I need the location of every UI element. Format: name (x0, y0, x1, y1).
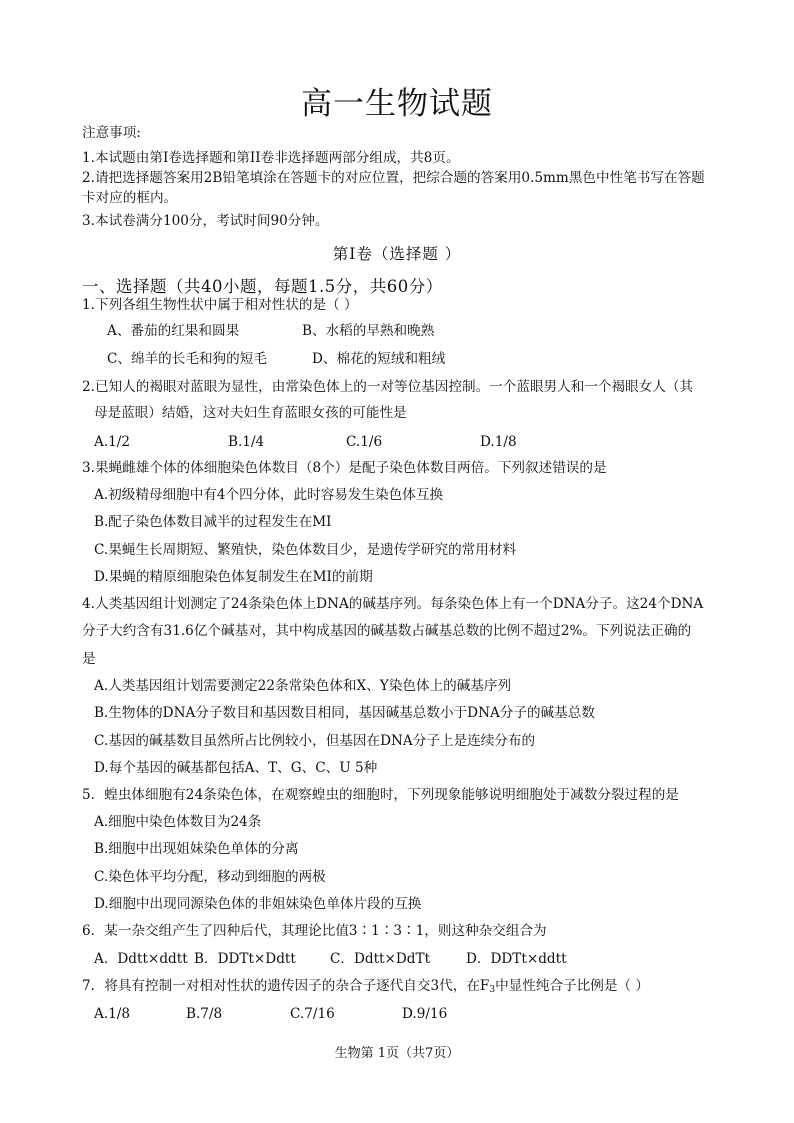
question-1-option-b: B、水稻的早熟和晚熟 (302, 323, 435, 339)
question-4-option-a: A.人类基因组计划需要测定22条常染色体和X、Y染色体上的碱基序列 (94, 678, 512, 694)
question-7-stem (82, 977, 649, 999)
question-4-option-c: C.基因的碱基数目虽然所占比例较小，但基因在DNA分子上是连续分布的 (94, 733, 536, 749)
question-2-option-b: B.1/4 (228, 434, 265, 450)
question-6-option-c: C．Ddtt×DdTt (330, 951, 431, 967)
question-4-option-d: D.每个基因的碱基都包括A、T、G、C、U 5种 (94, 760, 378, 776)
question-4-option-b: B.生物体的DNA分子数目和基因数目相同，基因碱基总数小于DNA分子的碱基总数 (94, 705, 595, 721)
question-2-option-d: D.1/8 (480, 434, 517, 450)
question-2-option-a: A.1/2 (94, 434, 131, 450)
question-3-option-a: A.初级精母细胞中有4个四分体，此时容易发生染色体互换 (94, 487, 444, 503)
question-3-stem: 3.果蝇雌雄个体的体细胞染色体数目（8个）是配子染色体数目两倍。下列叙述错误的是 (82, 460, 607, 476)
question-5-option-d: D.细胞中出现同源染色体的非姐妹染色单体片段的互换 (94, 896, 422, 912)
question-7-option-a: A.1/8 (94, 1006, 131, 1022)
section-title: 第Ⅰ卷（选择题 ） (332, 245, 462, 263)
question-1-stem: 1.下列各组生物性状中属于相对性状的是（ ） (82, 297, 358, 313)
question-3-option-d: D.果蝇的精原细胞染色体复制发生在MⅠ的前期 (94, 569, 373, 585)
question-7-stem-tail: 中显性纯合子比例是（ ） (495, 978, 649, 994)
question-1-option-c: C、绵羊的长毛和狗的短毛 (107, 351, 267, 367)
question-7-stem-text: 7．将具有控制一对相对性状的遗传因子的杂合子逐代自交3代，在F (82, 978, 490, 994)
question-5-option-b: B.细胞中出现姐妹染色单体的分离 (94, 841, 299, 857)
question-6-option-b: B．DDTt×Ddtt (194, 951, 296, 967)
question-6-option-a: A．Ddtt×ddtt (94, 951, 188, 967)
question-7-option-c: C.7/16 (290, 1006, 335, 1022)
question-4-stem-line-1: 4.人类基因组计划测定了24条染色体上DNA的碱基序列。每条染色体上有一个DNA分子。这24个DNA (82, 596, 704, 612)
note-item-2: 2.请把选择题答案用2B铅笔填涂在答题卡的对应位置，把综合题的答案用0.5mm黑色中性笔书写在答题 (82, 170, 705, 186)
question-5-stem: 5．蝗虫体细胞有24条染色体，在观察蝗虫的细胞时，下列现象能够说明细胞处于减数分裂过程的是 (82, 787, 679, 803)
question-2-stem-line-1: 2.已知人的褐眼对蓝眼为显性，由常染色体上的一对等位基因控制。一个蓝眼男人和一个褐眼女人（其 (82, 379, 694, 395)
question-4-stem-line-2: 分子大约含有31.6亿个碱基对，其中构成基因的碱基数占碱基总数的比例不超过2%。下列说法正确的 (82, 623, 692, 639)
note-item-1: 1.本试题由第Ⅰ卷选择题和第II卷非选择题两部分组成，共8页。 (82, 150, 460, 166)
question-2-stem-line-2: 母是蓝眼）结婚，这对夫妇生育蓝眼女孩的可能性是 (94, 405, 407, 421)
question-7-subscript: 3 (489, 985, 496, 995)
note-item-2-continued: 卡对应的框内。 (82, 190, 178, 206)
question-4-stem-line-3: 是 (82, 651, 96, 667)
question-2-option-c: C.1/6 (346, 434, 383, 450)
question-3-option-b: B.配子染色体数目减半的过程发生在MⅠ (94, 514, 332, 530)
exam-title: 高一生物试题 (301, 86, 493, 122)
part-heading: 一、选择题（共40小题，每题1.5分，共60分） (82, 277, 443, 296)
question-7-option-d: D.9/16 (402, 1006, 448, 1022)
notes-heading: 注意事项: (82, 125, 141, 141)
question-7-option-b: B.7/8 (186, 1006, 223, 1022)
question-1-option-d: D、棉花的短绒和粗绒 (312, 351, 446, 367)
question-6-stem: 6．某一杂交组产生了四种后代，其理论比值3∶1∶3∶1，则这种杂交组合为 (82, 923, 547, 939)
note-item-3: 3.本试卷满分100分，考试时间90分钟。 (82, 213, 329, 229)
question-5-option-a: A.细胞中染色体数目为24条 (94, 814, 262, 830)
question-1-option-a: A、番茄的红果和圆果 (107, 323, 240, 339)
question-3-option-c: C.果蝇生长周期短、繁殖快，染色体数目少，是遗传学研究的常用材料 (94, 542, 517, 558)
question-5-option-c: C.染色体平均分配，移动到细胞的两极 (94, 869, 326, 885)
question-6-option-d: D．DDTt×ddtt (466, 951, 567, 967)
page-footer: 生物第 1页（共7页） (334, 1046, 460, 1061)
